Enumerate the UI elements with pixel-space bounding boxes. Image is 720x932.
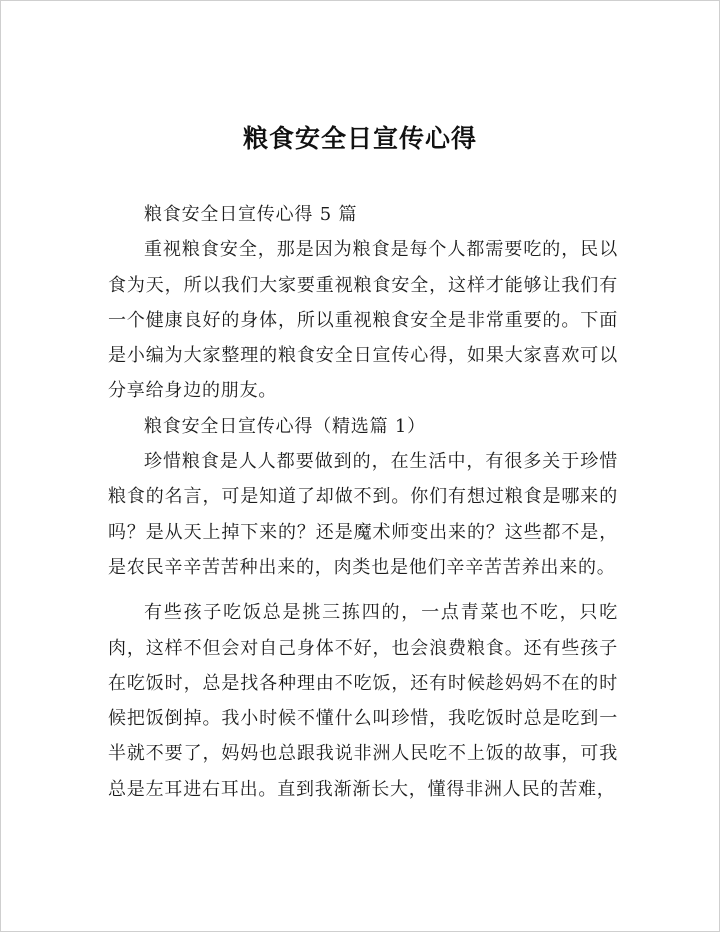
document-body <box>108 197 618 807</box>
paragraph-intro: 重视粮食安全，那是因为粮食是每个人都需要吃的，民以食为天，所以我们大家要重视粮食安全，这样才能够让我们有一个健康良好的身体，所以重视粮食安全是非常重要的。下面是小编为大家整理的粮食安全日宣传心得，如果大家喜欢可以分享给身边的朋友。 <box>108 239 618 402</box>
paragraph-body-1: 珍惜粮食是人人都要做到的，在生活中，有很多关于珍惜粮食的名言，可是知道了却做不到。你们有想过粮食是哪来的吗？是从天上掉下来的？还是魔术师变出来的？这些都不是，是农民辛辛苦苦种出来的，肉类也是他们辛辛苦苦养出来的。 <box>108 451 618 578</box>
paragraph-section-heading: 粮食安全日宣传心得（精选篇 1） <box>144 415 426 437</box>
paragraph-subtitle: 粮食安全日宣传心得 5 篇 <box>144 204 358 225</box>
paragraph-body-2: 有些孩子吃饭总是挑三拣四的，一点青菜也不吃，只吃肉，这样不但会对自己身体不好，也会浪费粮食。还有些孩子在吃饭时，总是找各种理由不吃饭，还有时候趁妈妈不在的时候把饭倒掉。我小时候不懂什么叫珍惜，我吃饭时总是吃到一半就不要了，妈妈也总跟我说非洲人民吃不上饭的故事，可我总是左耳进右耳出。直到我渐渐长大，懂得非洲人民的苦难， <box>108 602 618 800</box>
document-title: 粮食安全日宣传心得 <box>242 124 477 153</box>
